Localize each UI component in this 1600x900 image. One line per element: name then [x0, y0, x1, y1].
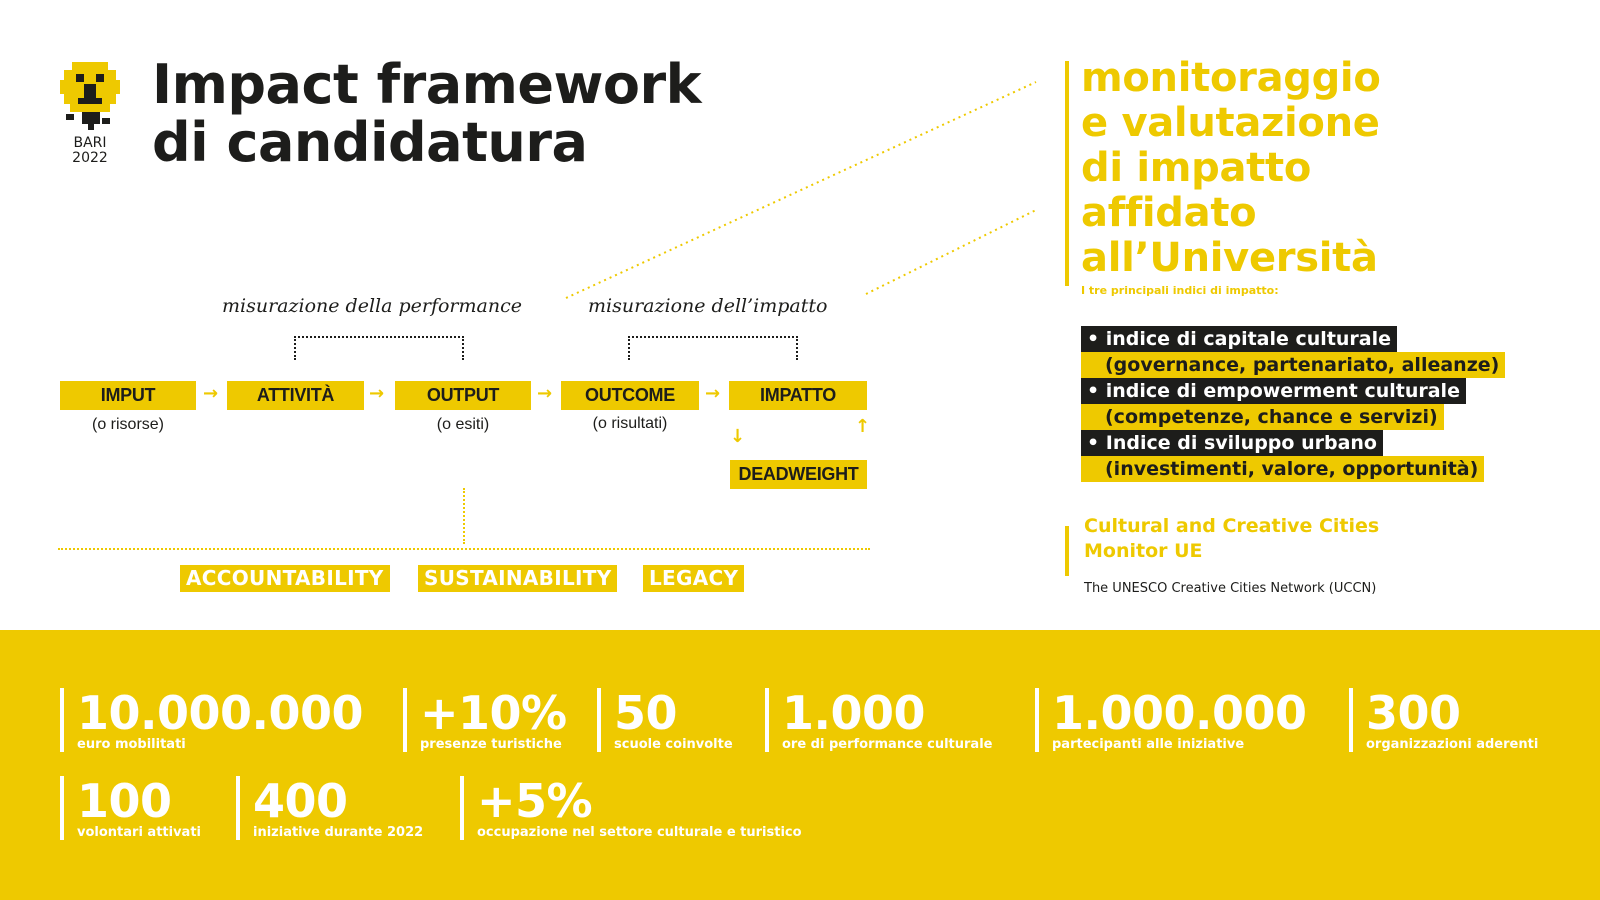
- bracket-impact-top: [628, 336, 798, 338]
- stat-occupazione: [460, 776, 802, 840]
- arrow-right-icon: →: [369, 383, 385, 404]
- box-output: OUTPUT: [395, 381, 531, 410]
- monitor-title: [1084, 514, 1379, 564]
- stat-ore: [765, 688, 992, 752]
- right-title-line: monitoraggio: [1081, 55, 1381, 101]
- diagonal-connector-upper: [566, 82, 1036, 298]
- right-title-line: all’Università: [1081, 235, 1378, 281]
- stat-value: 50: [614, 686, 678, 740]
- stat-organizzazioni: [1349, 688, 1538, 752]
- logo-line-1: BARI: [73, 135, 107, 151]
- indices-subtitle: I tre principali indici di impatto:: [1081, 284, 1279, 297]
- stat-presenze: [403, 688, 567, 752]
- index-detail-3: (investimenti, valore, opportunità): [1081, 456, 1484, 482]
- box-outcome-sub: (o risultati): [592, 415, 668, 432]
- right-title-line: e valutazione: [1081, 100, 1380, 146]
- logo-line-2: 2022: [72, 150, 108, 166]
- logo-emblem-icon: [58, 58, 122, 138]
- index-name-3: • Indice di sviluppo urbano: [1081, 430, 1383, 456]
- monitor-subtitle: The UNESCO Creative Cities Network (UCCN): [1084, 581, 1377, 596]
- stat-label: scuole coinvolte: [614, 737, 733, 752]
- stat-volontari: [60, 776, 201, 840]
- index-name-1: • indice di capitale culturale: [1081, 326, 1397, 352]
- bracket-impact-right: [796, 336, 798, 360]
- box-impatto: IMPATTO: [729, 381, 867, 410]
- stat-label: occupazione nel settore culturale e turistico: [477, 825, 802, 840]
- diagonal-connector-lower: [866, 210, 1036, 294]
- box-output-sub: (o esiti): [436, 416, 490, 433]
- stat-value: 400: [253, 774, 348, 828]
- bracket-impact-left: [628, 336, 630, 360]
- section-label-impact: misurazione dell’impatto: [588, 295, 828, 317]
- arrow-up-icon: ↑: [855, 416, 871, 437]
- bracket-performance-top: [294, 336, 464, 338]
- box-attivita: ATTIVITÀ: [227, 381, 364, 410]
- page-title-line-2: di candidatura: [152, 111, 588, 174]
- stat-value: 1.000.000: [1052, 686, 1307, 740]
- connector-vertical: [463, 488, 465, 544]
- monitor-bar: [1065, 526, 1069, 576]
- connector-diagonals: [560, 70, 1040, 310]
- section-label-performance: misurazione della performance: [222, 295, 522, 317]
- tag-accountability: ACCOUNTABILITY: [180, 565, 390, 592]
- index-name-2: • indice di empowerment culturale: [1081, 378, 1466, 404]
- stat-label: iniziative durante 2022: [253, 825, 424, 840]
- tag-legacy: LEGACY: [643, 565, 744, 592]
- stat-scuole: [597, 688, 733, 752]
- stat-label: organizzazioni aderenti: [1366, 737, 1539, 752]
- stat-value: 1.000: [782, 686, 926, 740]
- stat-value: 300: [1366, 686, 1461, 740]
- right-title-line: affidato: [1081, 190, 1257, 236]
- box-deadweight: DEADWEIGHT: [730, 460, 867, 489]
- stat-value: +5%: [477, 774, 593, 828]
- box-outcome: OUTCOME: [561, 381, 699, 410]
- box-imput-sub: (o risorse): [91, 416, 164, 433]
- stat-value: 100: [77, 774, 172, 828]
- arrow-right-icon: →: [203, 383, 219, 404]
- page-title-line-1: Impact framework: [152, 53, 702, 116]
- arrow-right-icon: →: [537, 383, 553, 404]
- index-detail-2: (competenze, chance e servizi): [1081, 404, 1444, 430]
- arrow-down-icon: ↓: [730, 426, 746, 447]
- right-title-line: di impatto: [1081, 145, 1312, 191]
- stat-euro: [60, 688, 363, 752]
- right-title-bar: [1065, 61, 1069, 286]
- stat-label: euro mobilitati: [77, 737, 186, 752]
- monitor-title-line-1: Cultural and Creative Cities: [1084, 515, 1380, 537]
- bracket-performance-right: [462, 336, 464, 360]
- stat-label: volontari attivati: [77, 825, 202, 840]
- stat-partecipanti: [1035, 688, 1307, 752]
- monitor-title-line-2: Monitor UE: [1084, 540, 1203, 562]
- box-imput: IMPUT: [60, 381, 196, 410]
- stat-value: 10.000.000: [77, 686, 364, 740]
- index-detail-1: (governance, partenariato, alleanze): [1081, 352, 1505, 378]
- logo-text: [58, 136, 122, 166]
- stat-iniziative: [236, 776, 423, 840]
- right-title: [1081, 56, 1381, 281]
- tag-sustainability: SUSTAINABILITY: [418, 565, 617, 592]
- stat-label: partecipanti alle iniziative: [1052, 737, 1245, 752]
- stat-label: ore di performance culturale: [782, 737, 993, 752]
- bracket-performance-left: [294, 336, 296, 360]
- connector-horizontal: [58, 548, 870, 550]
- stat-value: +10%: [420, 686, 567, 740]
- stats-band: [0, 630, 1600, 900]
- arrow-right-icon: →: [705, 383, 721, 404]
- stat-label: presenze turistiche: [420, 737, 562, 752]
